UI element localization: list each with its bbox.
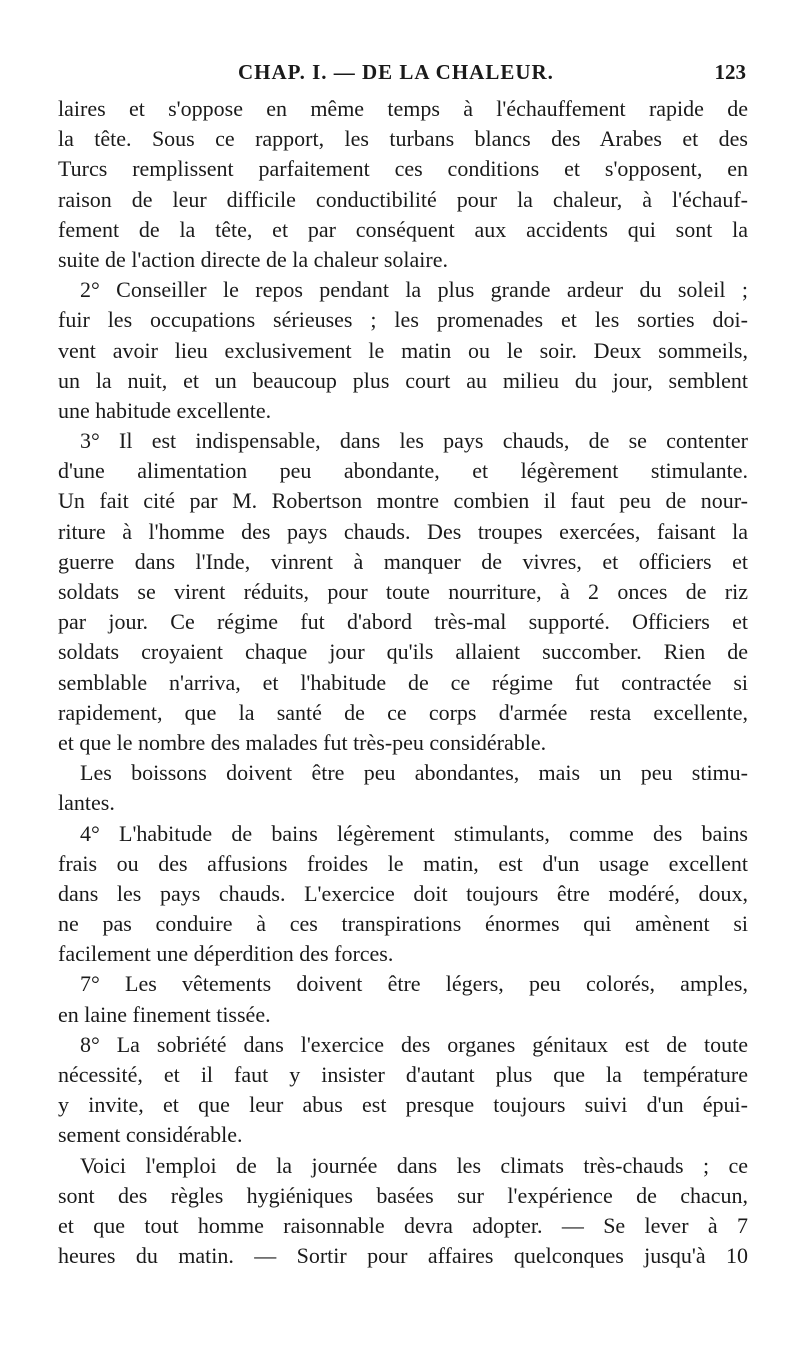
text-line: soldats croyaient chaque jour qu'ils allaient succomber. Rien de <box>58 639 748 665</box>
text-line: fuir les occupations sérieuses ; les promenades et les sorties doi- <box>58 307 748 333</box>
text-line: 4° L'habitude de bains légèrement stimulants, comme des bains <box>80 820 748 846</box>
text-line: raison de leur difficile conductibilité pour la chaleur, à l'échauf- <box>58 186 748 212</box>
chapter-title: CHAP. I. — DE LA CHALEUR. <box>238 60 554 84</box>
text-line: en laine finement tissée. <box>58 1001 271 1027</box>
text-line: heures du matin. — Sortir pour affaires quelconques jusqu'à 10 <box>58 1243 748 1269</box>
text-line: suite de l'action directe de la chaleur solaire. <box>58 246 449 272</box>
text-line: une habitude excellente. <box>58 397 272 423</box>
text-line: Les boissons doivent être peu abondantes, mais un peu stimu- <box>80 760 748 786</box>
text-line: par jour. Ce régime fut d'abord très-mal supporté. Officiers et <box>58 609 748 635</box>
text-line: vent avoir lieu exclusivement le matin ou le soir. Deux sommeils, <box>58 337 748 363</box>
text-line: 2° Conseiller le repos pendant la plus grande ardeur du soleil ; <box>80 277 748 303</box>
text-line: 7° Les vêtements doivent être légers, peu colorés, amples, <box>80 971 748 997</box>
text-line: ne pas conduire à ces transpirations énormes qui amènent si <box>58 911 748 937</box>
text-line: Voici l'emploi de la journée dans les climats très-chauds ; ce <box>80 1152 748 1178</box>
text-line: dans les pays chauds. L'exercice doit toujours être modéré, doux, <box>58 880 748 906</box>
text-line: laires et s'oppose en même temps à l'échauffement rapide de <box>58 96 748 121</box>
text-line: et que le nombre des malades fut très-peu considérable. <box>58 729 547 755</box>
text-line: lantes. <box>58 790 115 816</box>
running-header <box>0 60 800 90</box>
text-line: frais ou des affusions froides le matin, est d'un usage excellent <box>58 850 748 876</box>
text-line: fement de la tête, et par conséquent aux accidents qui sont la <box>58 216 748 242</box>
text-line: semblable n'arriva, et l'habitude de ce régime fut contractée si <box>58 669 748 695</box>
text-line: d'une alimentation peu abondante, et légèrement stimulante. <box>58 458 748 484</box>
text-line: Un fait cité par M. Robertson montre combien il faut peu de nour- <box>58 488 748 514</box>
page-number: 123 <box>714 60 746 84</box>
text-line: riture à l'homme des pays chauds. Des troupes exercées, faisant la <box>58 518 748 544</box>
text-line: nécessité, et il faut y insister d'autant plus que la température <box>58 1062 748 1087</box>
text-line: soldats se virent réduits, pour toute nourriture, à 2 onces de riz <box>58 579 748 604</box>
text-line: la tête. Sous ce rapport, les turbans blancs des Arabes et des <box>58 126 748 152</box>
text-line: y invite, et que leur abus est presque toujours suivi d'un épui- <box>58 1092 748 1118</box>
text-line: et que tout homme raisonnable devra adopter. — Se lever à 7 <box>58 1212 748 1238</box>
text-line: 8° La sobriété dans l'exercice des organes génitaux est de toute <box>80 1031 748 1057</box>
text-line: Turcs remplissent parfaitement ces conditions et s'opposent, en <box>58 156 748 182</box>
text-line: sement considérable. <box>58 1122 243 1148</box>
text-line: facilement une déperdition des forces. <box>58 941 394 967</box>
text-line: guerre dans l'Inde, vinrent à manquer de vivres, et officiers et <box>58 548 748 574</box>
text-line: rapidement, que la santé de ce corps d'armée resta excellente, <box>58 699 748 725</box>
body-text <box>58 94 748 1271</box>
text-line: sont des règles hygiéniques basées sur l'expérience de chacun, <box>58 1182 748 1208</box>
text-line: un la nuit, et un beaucoup plus court au milieu du jour, semblent <box>58 367 748 393</box>
text-line: 3° Il est indispensable, dans les pays chauds, de se contenter <box>80 428 748 454</box>
